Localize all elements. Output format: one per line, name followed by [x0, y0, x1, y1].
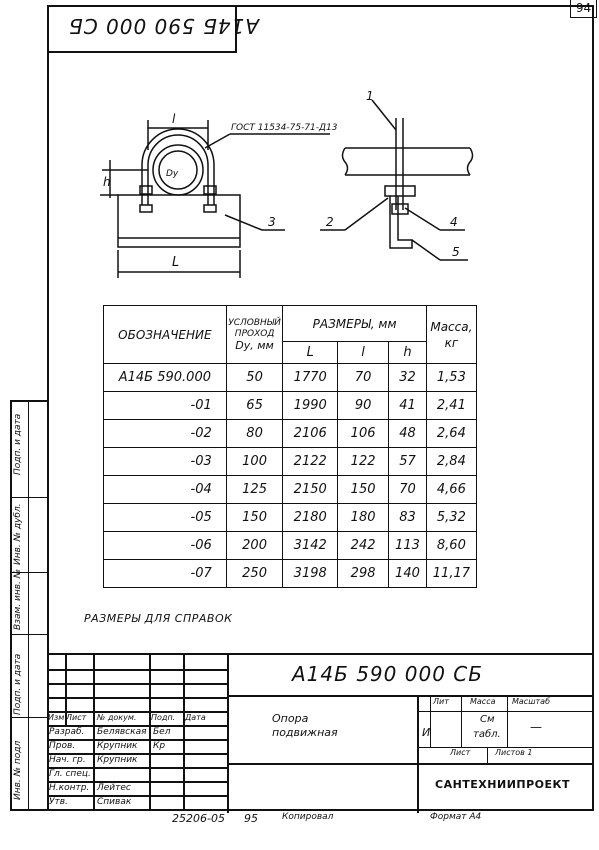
cell-mass: 8,60	[426, 532, 476, 560]
side-label-inv-podl: Инв. № подл	[13, 740, 23, 800]
cell-h: 70	[389, 476, 427, 504]
tb-signature-pr: Кр	[153, 741, 166, 751]
mass-label: Масса	[470, 697, 496, 706]
tb-name-4: Лейтес	[97, 783, 131, 793]
sheet-label: Лист	[450, 748, 471, 757]
cell-designation: -02	[104, 420, 227, 448]
tb-role-3: Гл. спец.	[49, 769, 91, 779]
cell-designation: -07	[104, 560, 227, 588]
tb-name-0: Белявская	[97, 727, 147, 737]
title-line-1: Опора	[272, 712, 309, 725]
cell-dy: 250	[226, 560, 283, 588]
cell-L: 3198	[283, 560, 338, 588]
tb-role-4: Н.контр.	[49, 783, 90, 793]
table-row	[104, 364, 477, 392]
cell-mass: 1,53	[426, 364, 476, 392]
cell-designation: А14Б 590.000	[104, 364, 227, 392]
cell-h: 113	[389, 532, 427, 560]
cell-h: 57	[389, 448, 427, 476]
tb-role-0: Разраб.	[49, 727, 85, 737]
cell-designation: -03	[104, 448, 227, 476]
title-doc-code: А14Б 590 000 СБ	[292, 662, 483, 686]
tb-role-1: Пров.	[49, 741, 76, 751]
cell-L: 3142	[283, 532, 338, 560]
sheet-number: 94	[575, 1, 592, 15]
title-line-2: подвижная	[272, 726, 338, 739]
tb-hdr-0: Изм	[48, 713, 65, 722]
side-label-podp-data-top: Подп. и дата	[13, 413, 23, 475]
table-row	[104, 532, 477, 560]
hdr-dims: РАЗМЕРЫ, мм	[283, 306, 426, 342]
table-row	[104, 392, 477, 420]
lit-value: И	[422, 726, 431, 739]
tb-name-1: Крупник	[97, 741, 138, 751]
top-code: А14Б 590 000 СБ	[68, 14, 259, 38]
cell-l: 298	[338, 560, 389, 588]
hdr-designation: ОБОЗНАЧЕНИЕ	[104, 306, 227, 364]
footer-number: 25206-05	[172, 812, 225, 825]
dim-L: L	[172, 255, 180, 270]
tb-hdr-1: Лист	[66, 713, 87, 722]
leader-2: 2	[326, 215, 334, 229]
tb-role-5: Утв.	[49, 797, 68, 807]
hdr-nominal: УСЛОВНЫЙ ПРОХОД Dу, мм	[226, 306, 283, 364]
lit-label: Лит	[433, 697, 449, 706]
table-row	[104, 504, 477, 532]
side-label-podp-data: Подп. и дата	[13, 653, 23, 715]
hdr-L: L	[283, 342, 338, 364]
footer-format: Формат А4	[430, 812, 482, 822]
tb-hdr-3: Подп.	[151, 713, 176, 722]
spec-table	[103, 305, 477, 588]
cell-mass: 2,64	[426, 420, 476, 448]
cell-L: 1990	[283, 392, 338, 420]
cell-designation: -04	[104, 476, 227, 504]
cell-designation: -06	[104, 532, 227, 560]
cell-mass: 4,66	[426, 476, 476, 504]
cell-l: 122	[338, 448, 389, 476]
cell-l: 180	[338, 504, 389, 532]
cell-h: 140	[389, 560, 427, 588]
hdr-l: l	[338, 342, 389, 364]
cell-h: 32	[389, 364, 427, 392]
assembly-drawing	[0, 0, 599, 300]
cell-h: 83	[389, 504, 427, 532]
support-body	[118, 195, 240, 247]
cell-dy: 50	[226, 364, 283, 392]
cell-L: 2180	[283, 504, 338, 532]
scale-label: Масштаб	[512, 697, 551, 706]
leader-1: 1	[366, 89, 374, 103]
leader-5: 5	[452, 245, 460, 259]
table-row	[104, 420, 477, 448]
dim-h: h	[103, 175, 111, 189]
title-block-grid	[47, 653, 227, 811]
cell-h: 41	[389, 392, 427, 420]
cell-dy: 100	[226, 448, 283, 476]
leader-3: 3	[268, 215, 276, 229]
side-label-inv-dubl: Инв. № дубл.	[13, 503, 23, 565]
cell-dy: 150	[226, 504, 283, 532]
hdr-mass: Масса, кг	[426, 306, 476, 364]
organization: САНТЕХНИИПРОЕКТ	[435, 778, 571, 791]
cell-L: 1770	[283, 364, 338, 392]
mass-value-2: табл.	[473, 729, 501, 740]
cell-l: 150	[338, 476, 389, 504]
tb-name-5: Спивак	[97, 797, 132, 807]
cell-L: 2122	[283, 448, 338, 476]
sheets-label: Листов 1	[495, 748, 533, 757]
cell-l: 242	[338, 532, 389, 560]
table-row	[104, 560, 477, 588]
gost-callout: ГОСТ 11534-75-71-Д13	[231, 123, 338, 133]
cell-designation: -01	[104, 392, 227, 420]
cell-h: 48	[389, 420, 427, 448]
note: РАЗМЕРЫ ДЛЯ СПРАВОК	[84, 612, 233, 625]
side-label-vzam: Взам. инв. №	[13, 568, 23, 630]
footer-page: 95	[244, 812, 258, 825]
cell-l: 106	[338, 420, 389, 448]
cell-l: 90	[338, 392, 389, 420]
cell-dy: 200	[226, 532, 283, 560]
cell-dy: 80	[226, 420, 283, 448]
mass-value-1: См	[480, 714, 495, 725]
dim-dy: Dy	[166, 169, 179, 179]
cell-dy: 65	[226, 392, 283, 420]
cell-mass: 11,17	[426, 560, 476, 588]
tb-hdr-4: Дата	[185, 713, 206, 722]
cell-mass: 2,84	[426, 448, 476, 476]
scale-value: —	[530, 720, 542, 734]
tb-hdr-2: № докум.	[97, 713, 137, 722]
footer-copied: Копировал	[282, 812, 334, 822]
cell-mass: 5,32	[426, 504, 476, 532]
cell-L: 2106	[283, 420, 338, 448]
tb-signature-raz: Бел	[153, 727, 171, 737]
cell-mass: 2,41	[426, 392, 476, 420]
tb-name-2: Крупник	[97, 755, 138, 765]
leader-4: 4	[450, 215, 458, 229]
tb-role-2: Нач. гр.	[49, 755, 86, 765]
cell-designation: -05	[104, 504, 227, 532]
hdr-h: h	[389, 342, 427, 364]
dim-l-small: l	[172, 112, 176, 126]
table-row	[104, 448, 477, 476]
cell-l: 70	[338, 364, 389, 392]
cell-L: 2150	[283, 476, 338, 504]
cell-dy: 125	[226, 476, 283, 504]
table-row	[104, 476, 477, 504]
